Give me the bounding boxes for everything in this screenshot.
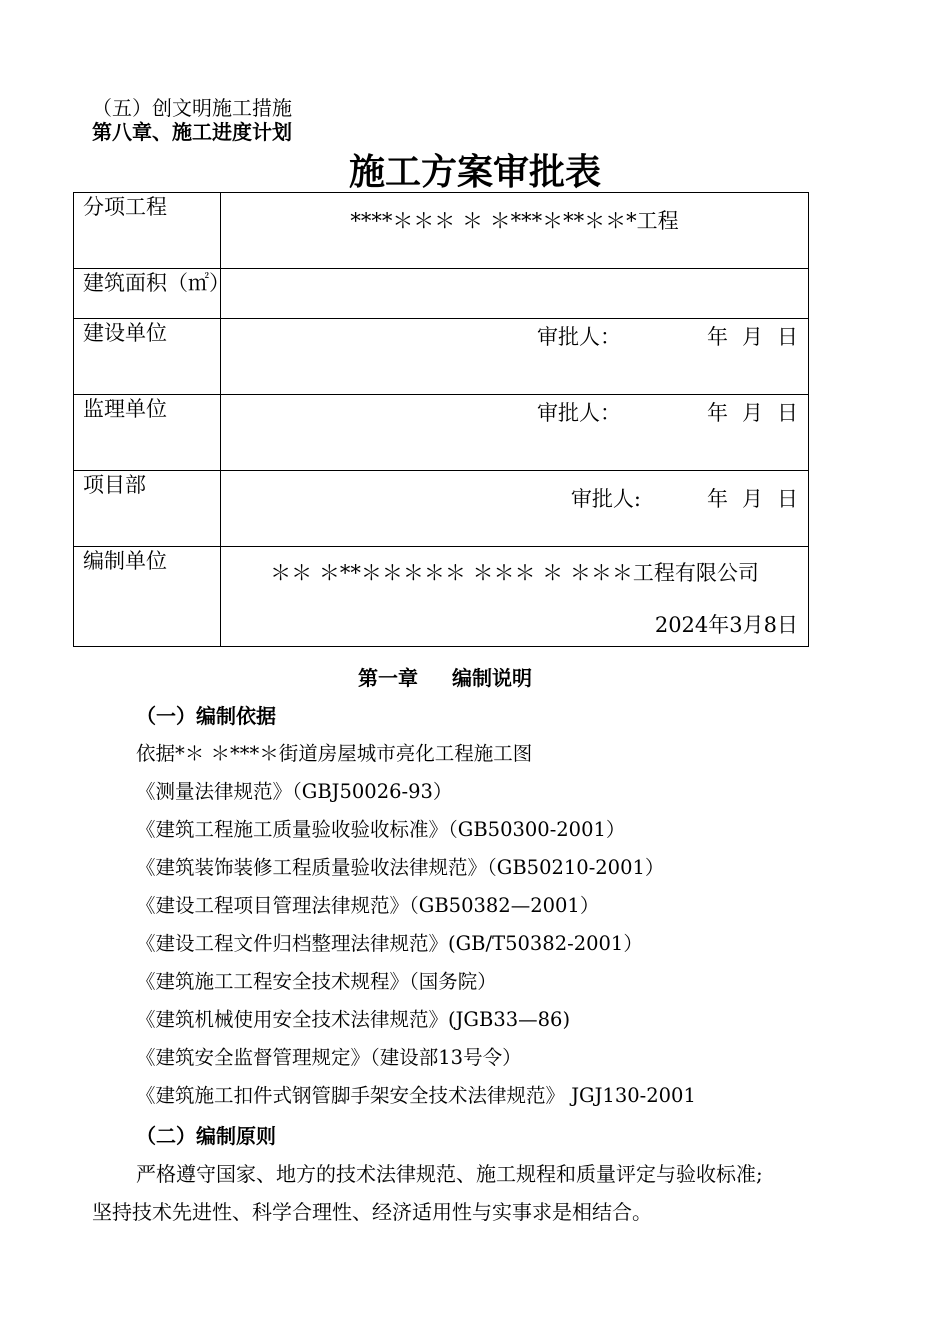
project-label: 分项工程 [74, 193, 221, 269]
approval-date: 年 月 日 [707, 401, 798, 425]
form-row-project [74, 193, 809, 269]
project-dept-label: 项目部 [74, 471, 221, 547]
supervision-unit-label: 监理单位 [74, 395, 221, 471]
compile-date: 2024年3月8日 [654, 613, 798, 637]
project-dept-approval [571, 483, 798, 513]
chapter-name: 编制说明 [452, 666, 532, 690]
project-value: ****＊＊＊ ＊ ＊***＊**＊＊*工程 [350, 209, 679, 233]
compiler-label: 编制单位 [74, 547, 221, 647]
pre-heading-line1: （五）创文明施工措施 [92, 96, 292, 120]
approval-date: 年 月 日 [707, 325, 798, 349]
basis-item: 《建设工程项目管理法律规范》（GB50382—2001） [136, 894, 600, 917]
basis-item: 《建筑装饰装修工程质量验收法律规范》（GB50210-2001） [136, 856, 665, 879]
approver-label: 审批人: [570, 487, 641, 511]
basis-item: 《建设工程文件归档整理法律规范》(GB/T50382-2001） [136, 932, 643, 955]
construction-unit-approval [537, 321, 798, 351]
basis-item: 《建筑施工扣件式钢管脚手架安全技术法律规范》 JGJ130-2001 [136, 1084, 696, 1107]
approver-label: 审批人： [537, 401, 621, 425]
principles-line1: 严格遵守国家、地方的技术法律规范、施工规程和质量评定与验收标准; [136, 1162, 763, 1186]
form-row-compiler [74, 547, 809, 647]
chapter-number: 第一章 [358, 666, 418, 690]
form-row-area [74, 269, 809, 319]
form-row-project-dept [74, 471, 809, 547]
chapter-heading [0, 662, 890, 691]
basis-item: 《建筑工程施工质量验收验收标准》（GB50300-2001） [136, 818, 626, 841]
basis-item: 《建筑机械使用安全技术法律规范》(JGB33—86) [136, 1008, 571, 1031]
area-label: 建筑面积（㎡） [74, 269, 221, 319]
form-row-construction-unit [74, 319, 809, 395]
area-value [221, 269, 809, 319]
approval-date: 年 月 日 [707, 487, 798, 511]
principles-line2: 坚持技术先进性、科学合理性、经济适用性与实事求是相结合。 [92, 1200, 652, 1224]
basis-item: 依据*＊ ＊***＊街道房屋城市亮化工程施工图 [136, 742, 533, 765]
basis-item: 《建筑施工工程安全技术规程》（国务院） [136, 970, 497, 993]
approval-form-table [73, 192, 809, 647]
supervision-unit-approval [537, 397, 798, 427]
construction-unit-label: 建设单位 [74, 319, 221, 395]
form-row-supervision-unit [74, 395, 809, 471]
basis-heading: （一）编制依据 [136, 704, 276, 728]
basis-item: 《测量法律规范》（GBJ50026-93） [136, 780, 453, 803]
approver-label: 审批人： [537, 325, 621, 349]
principles-heading: （二）编制原则 [136, 1124, 276, 1148]
basis-item: 《建筑安全监督管理规定》（建设部13号令） [136, 1046, 522, 1069]
form-title: 施工方案审批表 [348, 152, 601, 193]
pre-heading-line2: 第八章、施工进度计划 [92, 120, 292, 144]
compiler-company: ＊＊ ＊**＊＊＊＊＊ ＊＊＊ ＊ ＊＊＊工程有限公司 [270, 561, 759, 585]
